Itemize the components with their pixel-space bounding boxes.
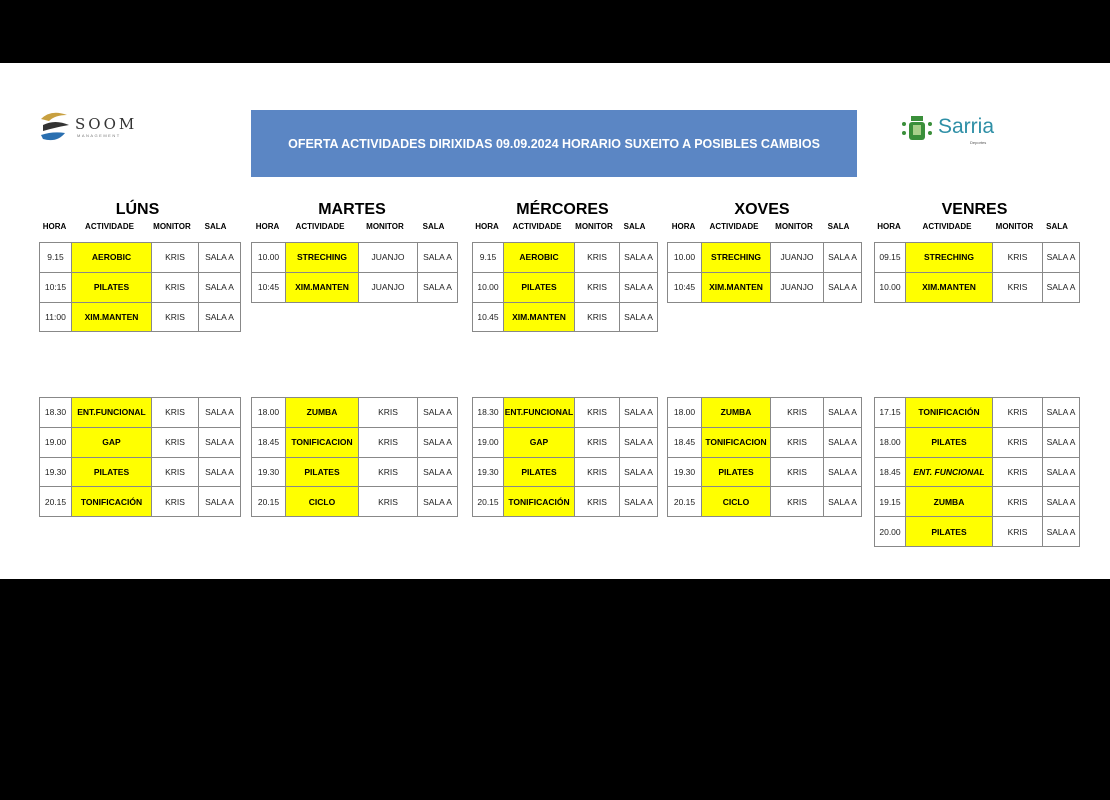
- table-row: [668, 243, 862, 273]
- hora-cell: 10.00: [473, 272, 504, 302]
- schedule-table-morning: [251, 242, 458, 303]
- table-row: [875, 243, 1080, 273]
- table-row: [40, 302, 241, 332]
- hora-cell: 19.30: [473, 457, 504, 487]
- activity-cell: AEROBIC: [504, 243, 575, 273]
- day-title: XOVES: [734, 201, 790, 218]
- hora-cell: 19.15: [875, 487, 906, 517]
- table-row: [252, 457, 458, 487]
- hora-cell: 10.45: [473, 302, 504, 332]
- activity-cell: XIM.MANTEN: [286, 272, 359, 302]
- sarria-sub-text: Deportes: [970, 140, 987, 145]
- monitor-cell: KRIS: [575, 302, 620, 332]
- activity-cell: ENT.FUNCIONAL: [72, 398, 152, 428]
- hora-cell: 9.15: [40, 243, 72, 273]
- sala-cell: SALA A: [199, 243, 241, 273]
- hora-cell: 18.30: [40, 398, 72, 428]
- activity-cell: ZUMBA: [906, 487, 993, 517]
- schedule-banner: [251, 110, 857, 177]
- monitor-cell: KRIS: [575, 272, 620, 302]
- monitor-cell: JUANJO: [771, 272, 824, 302]
- table-row: [473, 457, 658, 487]
- sala-cell: SALA A: [1043, 427, 1080, 457]
- sala-cell: SALA A: [199, 272, 241, 302]
- activity-cell: TONIFICACION: [286, 427, 359, 457]
- sala-cell: SALA A: [1043, 243, 1080, 273]
- soom-emblem-icon: [37, 109, 73, 143]
- monitor-cell: KRIS: [575, 243, 620, 273]
- column-header-actividade: ACTIVIDADE: [512, 222, 562, 231]
- activity-cell: CICLO: [286, 487, 359, 517]
- activity-cell: PILATES: [906, 517, 993, 547]
- hora-cell: 10.00: [668, 243, 702, 273]
- sarria-brand-text: Sarria: [938, 115, 995, 138]
- sala-cell: SALA A: [418, 457, 458, 487]
- column-header-actividade: ACTIVIDADE: [85, 222, 134, 231]
- table-row: [875, 427, 1080, 457]
- table-row: [668, 457, 862, 487]
- activity-cell: TONIFICACIÓN: [906, 398, 993, 428]
- day-title: MÉRCORES: [516, 201, 609, 218]
- hora-cell: 19.00: [40, 427, 72, 457]
- monitor-cell: KRIS: [993, 398, 1043, 428]
- table-row: [875, 398, 1080, 428]
- monitor-cell: KRIS: [771, 427, 824, 457]
- column-header-hora: HORA: [475, 222, 499, 231]
- column-header-actividade: ACTIVIDADE: [295, 222, 345, 231]
- table-row: [473, 243, 658, 273]
- table-row: [40, 487, 241, 517]
- activity-cell: XIM.MANTEN: [906, 272, 993, 302]
- activity-cell: STRECHING: [906, 243, 993, 273]
- hora-cell: 18.00: [875, 427, 906, 457]
- monitor-cell: KRIS: [359, 427, 418, 457]
- hora-cell: 20.15: [40, 487, 72, 517]
- sala-cell: SALA A: [199, 398, 241, 428]
- sala-cell: SALA A: [824, 272, 862, 302]
- hora-cell: 18.45: [875, 457, 906, 487]
- activity-cell: XIM.MANTEN: [504, 302, 575, 332]
- monitor-cell: KRIS: [771, 457, 824, 487]
- column-header-actividade: ACTIVIDADE: [922, 222, 972, 231]
- schedule-table-evening: [667, 397, 862, 517]
- column-header-hora: HORA: [255, 222, 280, 231]
- activity-cell: PILATES: [504, 457, 575, 487]
- monitor-cell: KRIS: [771, 398, 824, 428]
- monitor-cell: JUANJO: [359, 272, 418, 302]
- activity-cell: TONIFICACIÓN: [504, 487, 575, 517]
- sala-cell: SALA A: [199, 302, 241, 332]
- monitor-cell: KRIS: [359, 457, 418, 487]
- hora-cell: 10:45: [252, 272, 286, 302]
- activity-cell: PILATES: [286, 457, 359, 487]
- column-header-monitor: MONITOR: [366, 222, 404, 231]
- table-row: [473, 427, 658, 457]
- activity-cell: ZUMBA: [286, 398, 359, 428]
- hora-cell: 19.30: [40, 457, 72, 487]
- hora-cell: 18.45: [668, 427, 702, 457]
- activity-cell: CICLO: [702, 487, 771, 517]
- sala-cell: SALA A: [199, 427, 241, 457]
- hora-cell: 9.15: [473, 243, 504, 273]
- activity-cell: PILATES: [504, 272, 575, 302]
- monitor-cell: KRIS: [152, 398, 199, 428]
- activity-cell: ENT.FUNCIONAL: [504, 398, 575, 428]
- soom-brand-text: SOOM: [75, 115, 138, 133]
- hora-cell: 10:45: [668, 272, 702, 302]
- schedule-sheet: [0, 63, 1110, 579]
- soom-logo: [37, 109, 137, 143]
- column-header-actividade: ACTIVIDADE: [709, 222, 759, 231]
- monitor-cell: KRIS: [993, 427, 1043, 457]
- table-row: [473, 398, 658, 428]
- hora-cell: 18.00: [668, 398, 702, 428]
- activity-cell: STRECHING: [286, 243, 359, 273]
- table-row: [40, 243, 241, 273]
- sala-cell: SALA A: [1043, 398, 1080, 428]
- sala-cell: SALA A: [1043, 457, 1080, 487]
- activity-cell: TONIFICACIÓN: [72, 487, 152, 517]
- sala-cell: SALA A: [620, 398, 658, 428]
- sala-cell: SALA A: [620, 243, 658, 273]
- sala-cell: SALA A: [418, 272, 458, 302]
- monitor-cell: KRIS: [575, 457, 620, 487]
- sarria-crest-icon: [900, 113, 934, 145]
- schedule-table-evening: [251, 397, 458, 517]
- column-header-monitor: MONITOR: [575, 222, 613, 231]
- monitor-cell: KRIS: [152, 272, 199, 302]
- schedule-table-evening: [874, 397, 1080, 547]
- table-row: [252, 398, 458, 428]
- table-row: [473, 487, 658, 517]
- day-title: LÚNS: [115, 201, 160, 218]
- hora-cell: 18.30: [473, 398, 504, 428]
- hora-cell: 18.45: [252, 427, 286, 457]
- table-row: [252, 272, 458, 302]
- sala-cell: SALA A: [1043, 517, 1080, 547]
- hora-cell: 18.00: [252, 398, 286, 428]
- sala-cell: SALA A: [418, 487, 458, 517]
- monitor-cell: KRIS: [575, 427, 620, 457]
- column-header-sala: SALA: [623, 222, 646, 231]
- hora-cell: 09.15: [875, 243, 906, 273]
- column-header-sala: SALA: [204, 222, 227, 231]
- monitor-cell: KRIS: [152, 302, 199, 332]
- hora-cell: 19.00: [473, 427, 504, 457]
- sala-cell: SALA A: [199, 487, 241, 517]
- hora-cell: 17.15: [875, 398, 906, 428]
- monitor-cell: KRIS: [993, 243, 1043, 273]
- monitor-cell: KRIS: [993, 487, 1043, 517]
- activity-cell: PILATES: [906, 427, 993, 457]
- table-row: [875, 457, 1080, 487]
- sala-cell: SALA A: [620, 302, 658, 332]
- sala-cell: SALA A: [620, 272, 658, 302]
- sala-cell: SALA A: [824, 243, 862, 273]
- monitor-cell: KRIS: [993, 517, 1043, 547]
- hora-cell: 20.00: [875, 517, 906, 547]
- activity-cell: GAP: [72, 427, 152, 457]
- table-row: [40, 427, 241, 457]
- column-header-sala: SALA: [827, 222, 850, 231]
- sala-cell: SALA A: [824, 487, 862, 517]
- sala-cell: SALA A: [199, 457, 241, 487]
- activity-cell: XIM.MANTEN: [702, 272, 771, 302]
- table-row: [252, 427, 458, 457]
- hora-cell: 10.00: [875, 272, 906, 302]
- monitor-cell: KRIS: [152, 427, 199, 457]
- sala-cell: SALA A: [824, 457, 862, 487]
- monitor-cell: JUANJO: [359, 243, 418, 273]
- sala-cell: SALA A: [824, 398, 862, 428]
- soom-sub-text: MANAGEMENT: [77, 133, 121, 138]
- column-header-hora: HORA: [671, 222, 696, 231]
- hora-cell: 20.15: [668, 487, 702, 517]
- column-header-monitor: MONITOR: [153, 222, 191, 231]
- column-header-sala: SALA: [422, 222, 445, 231]
- sala-cell: SALA A: [620, 487, 658, 517]
- banner-title: OFERTA ACTIVIDADES DIRIXIDAS 09.09.2024 HORARIO SUXEITO A POSIBLES CAMBIOS: [288, 136, 820, 151]
- column-header-monitor: MONITOR: [775, 222, 813, 231]
- table-row: [40, 272, 241, 302]
- day-title: VENRES: [941, 201, 1008, 218]
- activity-cell: PILATES: [72, 457, 152, 487]
- monitor-cell: JUANJO: [771, 243, 824, 273]
- table-row: [668, 272, 862, 302]
- monitor-cell: KRIS: [152, 243, 199, 273]
- table-row: [473, 302, 658, 332]
- schedule-table-evening: [472, 397, 658, 517]
- sala-cell: SALA A: [418, 427, 458, 457]
- table-row: [40, 457, 241, 487]
- schedule-table-morning: [472, 242, 658, 332]
- table-row: [875, 272, 1080, 302]
- hora-cell: 19.30: [252, 457, 286, 487]
- activity-cell: PILATES: [72, 272, 152, 302]
- table-row: [875, 517, 1080, 547]
- monitor-cell: KRIS: [359, 398, 418, 428]
- monitor-cell: KRIS: [993, 272, 1043, 302]
- sarria-logo: [900, 113, 1010, 147]
- sala-cell: SALA A: [418, 398, 458, 428]
- monitor-cell: KRIS: [575, 398, 620, 428]
- sala-cell: SALA A: [1043, 487, 1080, 517]
- monitor-cell: KRIS: [993, 457, 1043, 487]
- activity-cell: XIM.MANTEN: [72, 302, 152, 332]
- sala-cell: SALA A: [620, 427, 658, 457]
- column-header-hora: HORA: [877, 222, 901, 231]
- activity-cell: ZUMBA: [702, 398, 771, 428]
- activity-cell: AEROBIC: [72, 243, 152, 273]
- table-row: [252, 243, 458, 273]
- column-header-sala: SALA: [1046, 222, 1068, 231]
- table-row: [668, 427, 862, 457]
- schedule-table-evening: [39, 397, 241, 517]
- column-header-hora: HORA: [42, 222, 67, 231]
- monitor-cell: KRIS: [575, 487, 620, 517]
- activity-cell: PILATES: [702, 457, 771, 487]
- sala-cell: SALA A: [824, 427, 862, 457]
- hora-cell: 10:15: [40, 272, 72, 302]
- sala-cell: SALA A: [620, 457, 658, 487]
- activity-cell: ENT. FUNCIONAL: [906, 457, 993, 487]
- activity-cell: STRECHING: [702, 243, 771, 273]
- activity-cell: TONIFICACION: [702, 427, 771, 457]
- hora-cell: 10.00: [252, 243, 286, 273]
- table-row: [473, 272, 658, 302]
- monitor-cell: KRIS: [152, 487, 199, 517]
- table-row: [875, 487, 1080, 517]
- schedule-table-morning: [874, 242, 1080, 303]
- table-row: [668, 487, 862, 517]
- monitor-cell: KRIS: [152, 457, 199, 487]
- hora-cell: 20.15: [252, 487, 286, 517]
- table-row: [252, 487, 458, 517]
- schedule-table-morning: [667, 242, 862, 303]
- table-row: [668, 398, 862, 428]
- table-row: [40, 398, 241, 428]
- hora-cell: 20.15: [473, 487, 504, 517]
- column-header-monitor: MONITOR: [995, 222, 1034, 231]
- sala-cell: SALA A: [418, 243, 458, 273]
- monitor-cell: KRIS: [359, 487, 418, 517]
- monitor-cell: KRIS: [771, 487, 824, 517]
- hora-cell: 11:00: [40, 302, 72, 332]
- sala-cell: SALA A: [1043, 272, 1080, 302]
- day-title: MARTES: [318, 201, 386, 218]
- activity-cell: GAP: [504, 427, 575, 457]
- hora-cell: 19.30: [668, 457, 702, 487]
- schedule-table-morning: [39, 242, 241, 332]
